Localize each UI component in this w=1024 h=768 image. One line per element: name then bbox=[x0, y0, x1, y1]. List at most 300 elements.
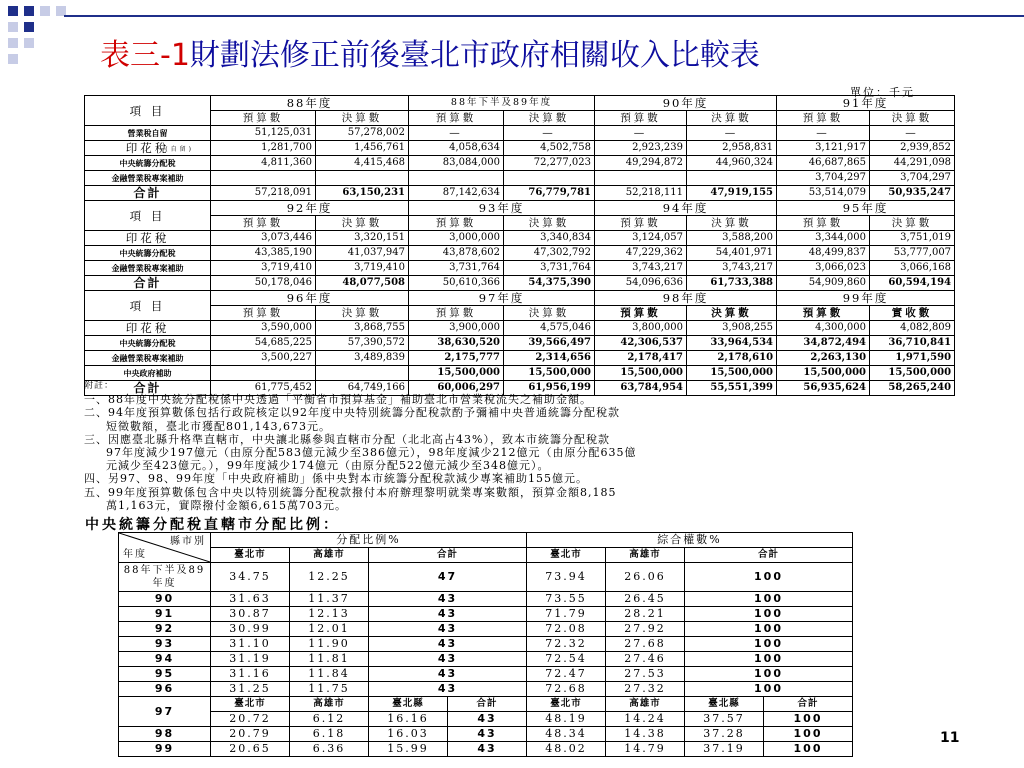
note-line: 三、因應臺北縣升格準直轄市，中央讓北縣參與直轄市分配（北北高占43%），致本市統籌分配稅款 bbox=[84, 432, 610, 446]
column-header: 臺北市 bbox=[527, 548, 606, 563]
total-value: 61,733,388 bbox=[687, 276, 777, 291]
value-cell: 3,590,000 bbox=[211, 321, 316, 336]
note-line: 短徵數額，臺北市獲配801,143,673元。 bbox=[106, 419, 331, 433]
ratio-value: 48.02 bbox=[527, 742, 606, 757]
value-cell: 44,960,324 bbox=[687, 156, 777, 171]
value-cell: 1,971,590 bbox=[870, 351, 955, 366]
ratio-value: 26.06 bbox=[606, 563, 685, 592]
note-line: 一、88年度中央統分配稅係中央透過「平衡省市預算基金」補助臺北市營業稅流失之補助金額。 bbox=[84, 393, 592, 407]
total-label: 合計 bbox=[85, 276, 211, 291]
column-header-row bbox=[85, 306, 955, 321]
column-header: 臺北縣 bbox=[369, 697, 448, 712]
ratio-value: 31.10 bbox=[211, 637, 290, 652]
ratio-value: 100 bbox=[685, 637, 853, 652]
ratio-row bbox=[119, 667, 853, 682]
ratio-value: 100 bbox=[685, 607, 853, 622]
ratio-value: 6.18 bbox=[290, 727, 369, 742]
year-cell: 99 bbox=[119, 742, 211, 757]
value-cell bbox=[316, 366, 409, 381]
total-label: 合計 bbox=[85, 186, 211, 201]
total-value: 63,150,231 bbox=[316, 186, 409, 201]
total-value: 61,956,199 bbox=[504, 381, 595, 396]
ratio-row bbox=[119, 637, 853, 652]
year-header: 97年度 bbox=[409, 291, 595, 306]
ratio-value: 12.13 bbox=[290, 607, 369, 622]
ratio-value: 43 bbox=[369, 637, 527, 652]
final-header: 決算數 bbox=[870, 111, 955, 126]
budget-header: 預算數 bbox=[409, 306, 504, 321]
table-row bbox=[85, 231, 955, 246]
ratio-value: 37.28 bbox=[685, 727, 764, 742]
ratio-value: 31.19 bbox=[211, 652, 290, 667]
value-cell: 3,588,200 bbox=[687, 231, 777, 246]
value-cell: 42,306,537 bbox=[595, 336, 687, 351]
group-header: 綜合權數% bbox=[527, 533, 853, 548]
value-cell: — bbox=[777, 126, 870, 141]
total-row bbox=[85, 276, 955, 291]
budget-header: 預算數 bbox=[409, 111, 504, 126]
value-cell: 3,743,217 bbox=[687, 261, 777, 276]
year-header: 92年度 bbox=[211, 201, 409, 216]
ratio-table-title: 中央統籌分配稅直轄市分配比例： bbox=[85, 517, 340, 533]
table-body bbox=[85, 96, 955, 396]
table-row bbox=[85, 336, 955, 351]
corner-square bbox=[24, 6, 34, 16]
value-cell: 51,125,031 bbox=[211, 126, 316, 141]
value-cell: 2,178,610 bbox=[687, 351, 777, 366]
value-cell: 3,731,764 bbox=[409, 261, 504, 276]
corner-square bbox=[40, 6, 50, 16]
column-header: 高雄市 bbox=[606, 697, 685, 712]
ratio-value: 43 bbox=[369, 682, 527, 697]
row-label: 金融營業稅專案補助 bbox=[85, 171, 211, 186]
final-header: 決算數 bbox=[316, 111, 409, 126]
corner-bottom-label: 年度 bbox=[123, 548, 147, 560]
note-line: 五、99年度預算數係包含中央以特別統籌分配稅款撥付本府辦理黎明就業專案數額，預算金額8,185 bbox=[84, 485, 617, 499]
value-cell bbox=[687, 171, 777, 186]
group-header: 分配比例% bbox=[211, 533, 527, 548]
budget-header: 預算數 bbox=[595, 111, 687, 126]
value-cell: 4,575,046 bbox=[504, 321, 595, 336]
ratio-row bbox=[119, 682, 853, 697]
value-cell: 44,291,098 bbox=[870, 156, 955, 171]
ratio-row bbox=[119, 592, 853, 607]
value-cell: 15,500,000 bbox=[687, 366, 777, 381]
ratio-value: 14.24 bbox=[606, 712, 685, 727]
ratio-value: 37.19 bbox=[685, 742, 764, 757]
value-cell: — bbox=[595, 126, 687, 141]
value-cell bbox=[316, 171, 409, 186]
ratio-value: 20.79 bbox=[211, 727, 290, 742]
value-cell: 3,800,000 bbox=[595, 321, 687, 336]
title-text: 財劃法修正前後臺北市政府相關收入比較表 bbox=[189, 38, 760, 73]
value-cell: 15,500,000 bbox=[595, 366, 687, 381]
year-cell: 88年下半及89年度 bbox=[119, 563, 211, 592]
ratio-value: 100 bbox=[764, 742, 853, 757]
value-cell: 3,066,023 bbox=[777, 261, 870, 276]
value-cell: 15,500,000 bbox=[777, 366, 870, 381]
column-header: 合計 bbox=[369, 548, 527, 563]
ratio-subheader-row bbox=[119, 548, 853, 563]
row-label: 中央統籌分配稅 bbox=[85, 246, 211, 261]
value-cell: 3,124,057 bbox=[595, 231, 687, 246]
ratio-value: 43 bbox=[448, 742, 527, 757]
ratio-value: 28.21 bbox=[606, 607, 685, 622]
final-header: 決算數 bbox=[504, 306, 595, 321]
final-header: 決算數 bbox=[316, 216, 409, 231]
ratio-value: 30.87 bbox=[211, 607, 290, 622]
value-cell: 46,687,865 bbox=[777, 156, 870, 171]
value-cell: 2,178,417 bbox=[595, 351, 687, 366]
table-row bbox=[85, 321, 955, 336]
value-cell: 3,066,168 bbox=[870, 261, 955, 276]
value-cell: 3,900,000 bbox=[409, 321, 504, 336]
ratio-row bbox=[119, 727, 853, 742]
value-cell: 3,719,410 bbox=[316, 261, 409, 276]
year-header: 88年度 bbox=[211, 96, 409, 111]
year-cell: 90 bbox=[119, 592, 211, 607]
column-header: 臺北縣 bbox=[685, 697, 764, 712]
value-cell: 4,300,000 bbox=[777, 321, 870, 336]
value-cell: 47,229,362 bbox=[595, 246, 687, 261]
budget-header: 預算數 bbox=[211, 216, 316, 231]
row-label: 營業稅自留 bbox=[85, 126, 211, 141]
ratio-value: 73.94 bbox=[527, 563, 606, 592]
column-header: 合計 bbox=[685, 548, 853, 563]
final-header: 決算數 bbox=[316, 306, 409, 321]
corner-square bbox=[8, 6, 18, 16]
ratio-value: 14.38 bbox=[606, 727, 685, 742]
item-label-cell: 項 目 bbox=[85, 201, 211, 231]
value-cell: 4,082,809 bbox=[870, 321, 955, 336]
row-label-text: 印花稅 bbox=[125, 141, 170, 155]
ratio-value: 27.46 bbox=[606, 652, 685, 667]
column-header: 高雄市 bbox=[290, 548, 369, 563]
table-row bbox=[85, 171, 955, 186]
total-value: 50,178,046 bbox=[211, 276, 316, 291]
ratio-value: 43 bbox=[369, 592, 527, 607]
year-header: 88年下半及89年度 bbox=[409, 96, 595, 111]
value-cell: 4,058,634 bbox=[409, 141, 504, 156]
year-cell: 97 bbox=[119, 697, 211, 727]
ratio-value: 11.90 bbox=[290, 637, 369, 652]
value-cell: 15,500,000 bbox=[409, 366, 504, 381]
ratio-value: 27.53 bbox=[606, 667, 685, 682]
ratio-value: 11.81 bbox=[290, 652, 369, 667]
total-value: 50,610,366 bbox=[409, 276, 504, 291]
total-value: 48,077,508 bbox=[316, 276, 409, 291]
budget-header: 預算數 bbox=[595, 216, 687, 231]
ratio-value: 100 bbox=[685, 592, 853, 607]
ratio-value: 100 bbox=[764, 712, 853, 727]
row-label: 印花稅 bbox=[85, 231, 211, 246]
row-label: 中央統籌分配稅 bbox=[85, 156, 211, 171]
value-cell: — bbox=[687, 126, 777, 141]
year-cell: 93 bbox=[119, 637, 211, 652]
ratio-value: 43 bbox=[369, 622, 527, 637]
value-cell bbox=[595, 171, 687, 186]
row-label: 金融營業稅專案補助 bbox=[85, 351, 211, 366]
ratio-value: 100 bbox=[685, 667, 853, 682]
ratio-row bbox=[119, 622, 853, 637]
value-cell: — bbox=[504, 126, 595, 141]
column-header: 臺北市 bbox=[527, 697, 606, 712]
value-cell: 15,500,000 bbox=[870, 366, 955, 381]
ratio-value: 43 bbox=[369, 667, 527, 682]
value-cell: 2,958,831 bbox=[687, 141, 777, 156]
row-label: 金融營業稅專案補助 bbox=[85, 261, 211, 276]
year-header: 99年度 bbox=[777, 291, 955, 306]
final-header: 決算數 bbox=[504, 216, 595, 231]
budget-header: 預算數 bbox=[211, 111, 316, 126]
year-header: 96年度 bbox=[211, 291, 409, 306]
total-value: 50,935,247 bbox=[870, 186, 955, 201]
revenue-comparison-table bbox=[84, 95, 955, 396]
value-cell: 3,000,000 bbox=[409, 231, 504, 246]
total-row bbox=[85, 186, 955, 201]
total-value: 63,784,954 bbox=[595, 381, 687, 396]
ratio-value: 71.79 bbox=[527, 607, 606, 622]
ratio-value: 27.68 bbox=[606, 637, 685, 652]
budget-header: 預算數 bbox=[777, 306, 870, 321]
ratio-value: 47 bbox=[369, 563, 527, 592]
value-cell: 83,084,000 bbox=[409, 156, 504, 171]
table-row bbox=[85, 156, 955, 171]
ratio-value: 12.01 bbox=[290, 622, 369, 637]
column-header-row bbox=[85, 111, 955, 126]
value-cell: 4,502,758 bbox=[504, 141, 595, 156]
budget-header: 預算數 bbox=[777, 216, 870, 231]
total-value: 58,265,240 bbox=[870, 381, 955, 396]
notes-section bbox=[84, 380, 964, 512]
row-label: 印花稅 bbox=[85, 321, 211, 336]
notes-heading: 附註： bbox=[84, 381, 115, 391]
year-cell: 91 bbox=[119, 607, 211, 622]
value-cell: 2,263,130 bbox=[777, 351, 870, 366]
value-cell: 36,710,841 bbox=[870, 336, 955, 351]
column-header: 臺北市 bbox=[211, 697, 290, 712]
value-cell: 3,751,019 bbox=[870, 231, 955, 246]
allocation-ratio-table bbox=[118, 532, 853, 757]
year-cell: 92 bbox=[119, 622, 211, 637]
total-value: 47,919,155 bbox=[687, 186, 777, 201]
total-value: 57,218,091 bbox=[211, 186, 316, 201]
note-line: 97年度減少197億元（由原分配583億元減少至386億元），98年度減少212億元（由原分配635億 bbox=[106, 446, 637, 460]
corner-square bbox=[8, 22, 18, 32]
corner-square bbox=[8, 38, 18, 48]
note-line: 萬1,163元，實際撥付金額6,615萬703元。 bbox=[106, 498, 347, 512]
ratio-value: 34.75 bbox=[211, 563, 290, 592]
ratio-value: 27.32 bbox=[606, 682, 685, 697]
value-cell: 53,777,007 bbox=[870, 246, 955, 261]
ratio-value: 30.99 bbox=[211, 622, 290, 637]
ratio-value: 72.68 bbox=[527, 682, 606, 697]
table-row bbox=[85, 366, 955, 381]
total-value: 60,006,297 bbox=[409, 381, 504, 396]
value-cell: 3,344,000 bbox=[777, 231, 870, 246]
total-value: 64,749,166 bbox=[316, 381, 409, 396]
divider-line bbox=[64, 15, 1024, 17]
value-cell: 3,320,151 bbox=[316, 231, 409, 246]
item-label-cell: 項 目 bbox=[85, 96, 211, 126]
table-number: 表三-1 bbox=[100, 38, 190, 73]
ratio-value: 100 bbox=[685, 682, 853, 697]
ratio-value: 31.25 bbox=[211, 682, 290, 697]
total-value: 54,909,860 bbox=[777, 276, 870, 291]
value-cell: 2,923,239 bbox=[595, 141, 687, 156]
corner-square bbox=[24, 22, 34, 32]
ratio-value: 100 bbox=[685, 652, 853, 667]
ratio-value: 16.16 bbox=[369, 712, 448, 727]
ratio-value: 15.99 bbox=[369, 742, 448, 757]
total-label: 合計 bbox=[85, 381, 211, 396]
value-cell bbox=[504, 171, 595, 186]
year-header-row bbox=[85, 201, 955, 216]
value-cell: 33,964,534 bbox=[687, 336, 777, 351]
year-header-row bbox=[85, 96, 955, 111]
ratio-value: 6.36 bbox=[290, 742, 369, 757]
value-cell: 57,390,572 bbox=[316, 336, 409, 351]
ratio-row bbox=[119, 652, 853, 667]
ratio-table-body bbox=[119, 533, 853, 757]
value-cell: — bbox=[870, 126, 955, 141]
column-header: 臺北市 bbox=[211, 548, 290, 563]
column-header: 合計 bbox=[764, 697, 853, 712]
year-header: 91年度 bbox=[777, 96, 955, 111]
total-value: 54,375,390 bbox=[504, 276, 595, 291]
ratio-value: 100 bbox=[685, 622, 853, 637]
total-value: 87,142,634 bbox=[409, 186, 504, 201]
value-cell: 3,489,839 bbox=[316, 351, 409, 366]
year-cell: 95 bbox=[119, 667, 211, 682]
value-cell: 3,908,255 bbox=[687, 321, 777, 336]
row-note: (自留) bbox=[165, 146, 194, 153]
row-label bbox=[85, 141, 211, 156]
ratio-value: 43 bbox=[369, 652, 527, 667]
ratio-value: 43 bbox=[369, 607, 527, 622]
final-header: 實收數 bbox=[870, 306, 955, 321]
value-cell: 3,719,410 bbox=[211, 261, 316, 276]
value-cell: 3,121,917 bbox=[777, 141, 870, 156]
final-header: 決算數 bbox=[687, 216, 777, 231]
column-header: 高雄市 bbox=[606, 548, 685, 563]
ratio-value: 100 bbox=[764, 727, 853, 742]
value-cell: 72,277,023 bbox=[504, 156, 595, 171]
budget-header: 預算數 bbox=[211, 306, 316, 321]
ratio-header-row bbox=[119, 533, 853, 548]
value-cell: 54,685,225 bbox=[211, 336, 316, 351]
value-cell: 3,500,227 bbox=[211, 351, 316, 366]
total-value: 56,935,624 bbox=[777, 381, 870, 396]
final-header: 決算數 bbox=[687, 111, 777, 126]
year-header: 95年度 bbox=[777, 201, 955, 216]
ratio-value: 20.65 bbox=[211, 742, 290, 757]
budget-header: 預算數 bbox=[409, 216, 504, 231]
ratio-value: 11.84 bbox=[290, 667, 369, 682]
ratio-value: 100 bbox=[685, 563, 853, 592]
value-cell: 3,731,764 bbox=[504, 261, 595, 276]
final-header: 決算數 bbox=[870, 216, 955, 231]
ratio-value: 14.79 bbox=[606, 742, 685, 757]
value-cell: 1,456,761 bbox=[316, 141, 409, 156]
row-label: 中央政府補助 bbox=[85, 366, 211, 381]
table-row bbox=[85, 126, 955, 141]
total-value: 76,779,781 bbox=[504, 186, 595, 201]
ratio-value: 27.92 bbox=[606, 622, 685, 637]
ratio-value: 72.47 bbox=[527, 667, 606, 682]
ratio-value: 16.03 bbox=[369, 727, 448, 742]
value-cell: 38,630,520 bbox=[409, 336, 504, 351]
ratio-row bbox=[119, 742, 853, 757]
value-cell: 47,302,792 bbox=[504, 246, 595, 261]
value-cell: 4,811,360 bbox=[211, 156, 316, 171]
final-header: 決算數 bbox=[687, 306, 777, 321]
ratio-value: 37.57 bbox=[685, 712, 764, 727]
value-cell: 48,499,837 bbox=[777, 246, 870, 261]
table-row bbox=[85, 261, 955, 276]
ratio-value: 31.16 bbox=[211, 667, 290, 682]
value-cell bbox=[409, 171, 504, 186]
unit-label: 單位：千元 bbox=[850, 86, 915, 99]
ratio-value: 48.34 bbox=[527, 727, 606, 742]
ratio-value: 20.72 bbox=[211, 712, 290, 727]
value-cell: 3,704,297 bbox=[777, 171, 870, 186]
year-header: 98年度 bbox=[595, 291, 777, 306]
value-cell: 3,340,834 bbox=[504, 231, 595, 246]
total-value: 60,594,194 bbox=[870, 276, 955, 291]
year-cell: 98 bbox=[119, 727, 211, 742]
value-cell: 15,500,000 bbox=[504, 366, 595, 381]
corner-cell bbox=[119, 533, 211, 563]
ratio-value: 72.54 bbox=[527, 652, 606, 667]
year-cell: 96 bbox=[119, 682, 211, 697]
year-cell: 94 bbox=[119, 652, 211, 667]
ratio-value: 12.25 bbox=[290, 563, 369, 592]
item-label-cell: 項 目 bbox=[85, 291, 211, 321]
value-cell: 43,385,190 bbox=[211, 246, 316, 261]
ratio-value: 11.75 bbox=[290, 682, 369, 697]
ratio-row bbox=[119, 607, 853, 622]
year-header-row bbox=[85, 291, 955, 306]
table-row bbox=[85, 351, 955, 366]
corner-square bbox=[24, 38, 34, 48]
column-header: 高雄市 bbox=[290, 697, 369, 712]
value-cell: 41,037,947 bbox=[316, 246, 409, 261]
value-cell: 57,278,002 bbox=[316, 126, 409, 141]
value-cell: 34,872,494 bbox=[777, 336, 870, 351]
ratio-row bbox=[119, 712, 853, 727]
page-title bbox=[100, 38, 760, 74]
page-number: 11 bbox=[940, 730, 960, 746]
ratio-value: 48.19 bbox=[527, 712, 606, 727]
total-value: 53,514,079 bbox=[777, 186, 870, 201]
value-cell: 1,281,700 bbox=[211, 141, 316, 156]
note-line: 元減少至423億元。），99年度減少174億元（由原分配522億元減少至348億元）。 bbox=[106, 459, 550, 473]
total-value: 52,218,111 bbox=[595, 186, 687, 201]
value-cell: 43,878,602 bbox=[409, 246, 504, 261]
ratio-value: 73.55 bbox=[527, 592, 606, 607]
ratio-value: 72.32 bbox=[527, 637, 606, 652]
column-header: 合計 bbox=[448, 697, 527, 712]
ratio-value: 31.63 bbox=[211, 592, 290, 607]
ratio-row bbox=[119, 563, 853, 592]
corner-square bbox=[8, 54, 18, 64]
ratio-value: 26.45 bbox=[606, 592, 685, 607]
value-cell bbox=[211, 366, 316, 381]
note-line: 二、94年度預算數係包括行政院核定以92年度中央特別統籌分配稅款酌予彌補中央普通統籌分配稅款 bbox=[84, 406, 620, 420]
final-header: 決算數 bbox=[504, 111, 595, 126]
ratio-value: 43 bbox=[448, 727, 527, 742]
